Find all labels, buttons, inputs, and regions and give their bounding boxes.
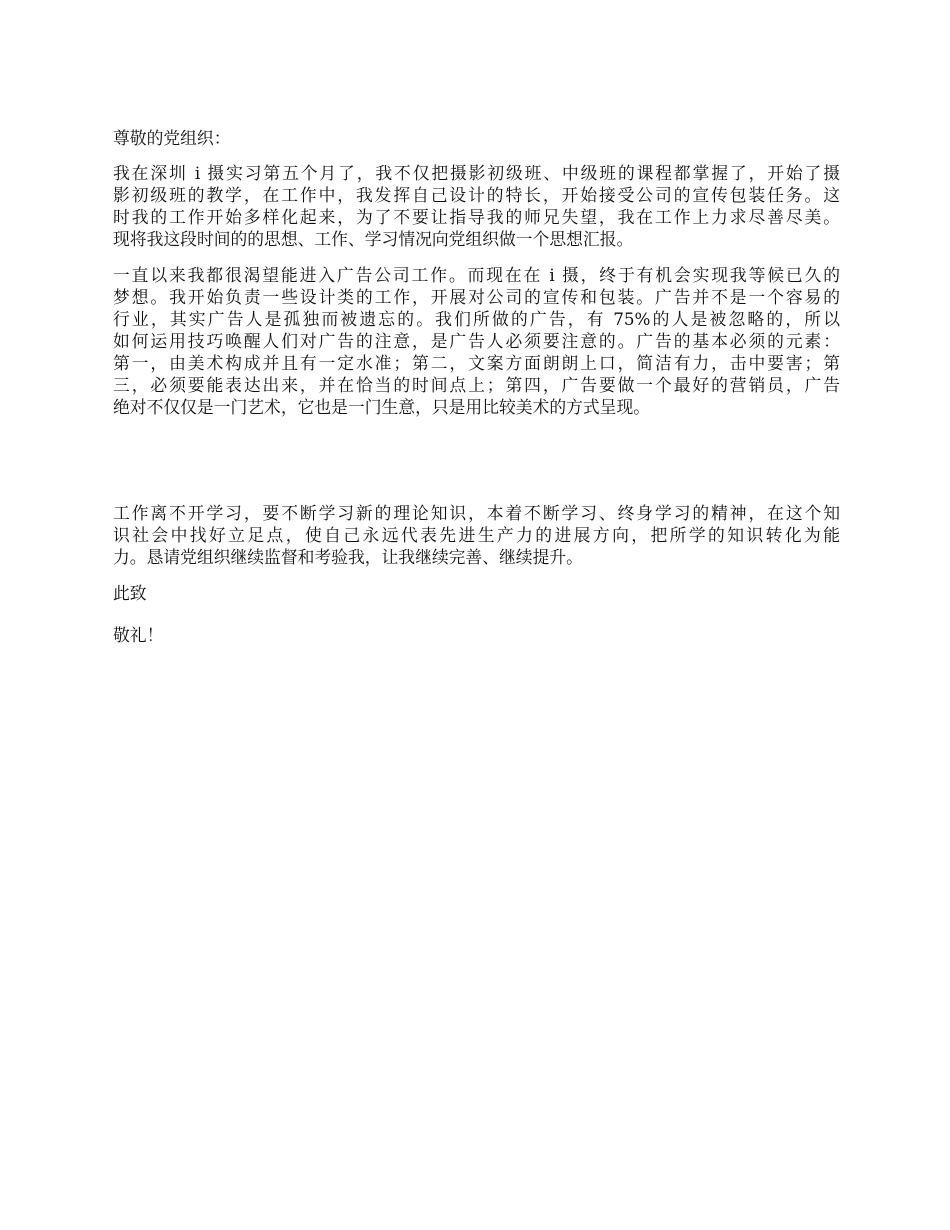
paragraph-line: 工作离不开学习，要不断学习新的理论知识，本着不断学习、终身学习的精神，在这个知 (113, 503, 840, 523)
paragraph-line: 三，必须要能表达出来，并在恰当的时间点上；第四，广告要做一个最好的营销员，广告 (113, 375, 840, 395)
paragraph-line: 时我的工作开始多样化起来，为了不要让指导我的师兄失望，我在工作上力求尽善尽美。 (113, 207, 840, 227)
paragraph-line: 一直以来我都很渴望能进入广告公司工作。而现在在 i 摄，终于有机会实现我等候已久的 (113, 265, 840, 285)
paragraph-line: 我在深圳 i 摄实习第五个月了，我不仅把摄影初级班、中级班的课程都掌握了，开始了摄 (113, 163, 840, 183)
paragraph-line: 绝对不仅仅是一门艺术，它也是一门生意，只是用比较美术的方式呈现。 (113, 397, 651, 417)
paragraph-line: 现将我这段时间的的思想、工作、学习情况向党组织做一个思想汇报。 (113, 229, 634, 249)
paragraph-line: 如何运用技巧唤醒人们对广告的注意，是广告人必须要注意的。广告的基本必须的元素： (113, 331, 840, 351)
salutation: 尊敬的党组织： (113, 128, 231, 148)
paragraph-line: 第一，由美术构成并且有一定水准；第二，文案方面朗朗上口，简洁有力，击中要害；第 (113, 353, 840, 373)
paragraph-line: 行业，其实广告人是孤独而被遗忘的。我们所做的广告，有 75%的人是被忽略的，所以 (113, 309, 840, 329)
paragraph-line: 力。恳请党组织继续监督和考验我，让我继续完善、继续提升。 (113, 547, 583, 567)
paragraph-line: 梦想。我开始负责一些设计类的工作，开展对公司的宣传和包装。广告并不是一个容易的 (113, 287, 840, 307)
paragraph-line: 影初级班的教学，在工作中，我发挥自己设计的特长，开始接受公司的宣传包装任务。这 (113, 185, 840, 205)
paragraph-line: 识社会中找好立足点，使自己永远代表先进生产力的进展方向，把所学的知识转化为能 (113, 525, 840, 545)
closing-salute: 敬礼！ (113, 625, 164, 645)
closing-line: 此致 (113, 583, 147, 603)
